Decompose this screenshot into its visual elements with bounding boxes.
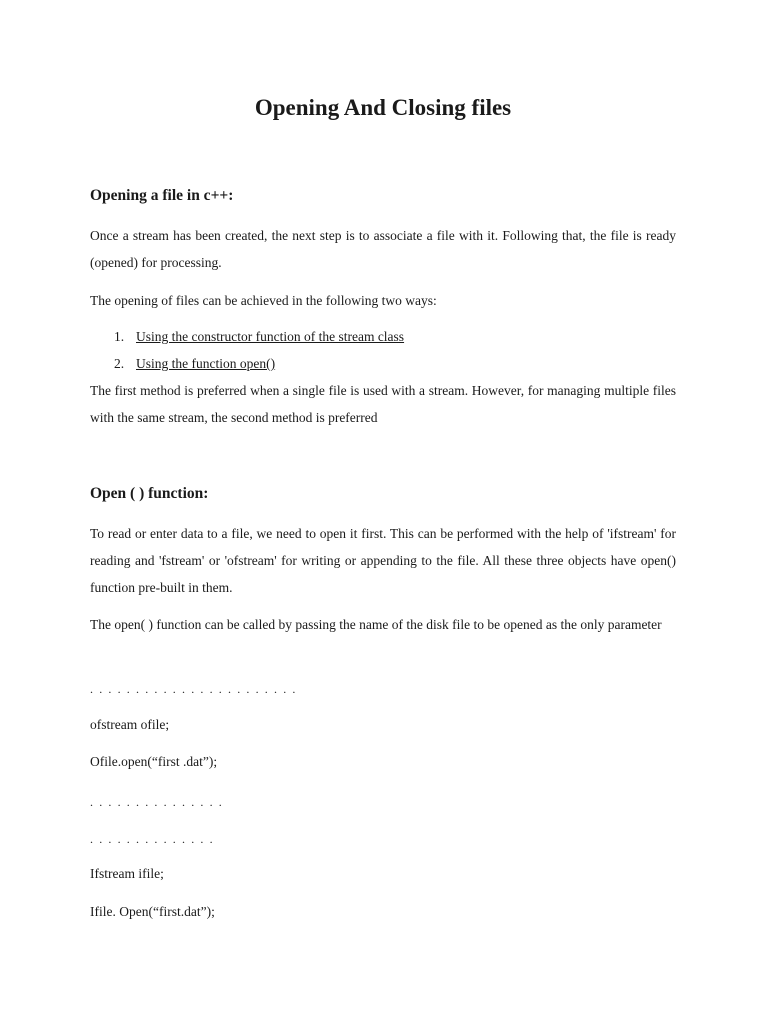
paragraph-stream-intro: Once a stream has been created, the next step is to associate a file with it. Following that, the file is ready (opened) for processing. <box>90 228 676 270</box>
code-line: Ofile.open(“first .dat”); <box>90 754 218 769</box>
list-item-text: Using the function open() <box>136 356 276 371</box>
section-heading-open-function: Open ( ) function: <box>90 485 209 502</box>
paragraph-open-call: The open( ) function can be called by passing the name of the disk file to be opened as the only parameter <box>90 617 662 632</box>
paragraph-open-intro: To read or enter data to a file, we need to open it first. This can be performed with the help of 'ifstream' for reading and 'fstream' or 'ofstream' for writing or appending to the file. All these three objects have open() function pre-built in them. <box>90 526 676 595</box>
list-item-number: 2. <box>114 356 125 371</box>
methods-list <box>90 323 676 377</box>
code-ellipsis: . . . . . . . . . . . . . . . . . . . . . . . <box>90 682 297 696</box>
section-heading-opening-file: Opening a file in c++: <box>90 187 234 204</box>
code-line: Ifile. Open(“first.dat”); <box>90 904 215 919</box>
document-title: Opening And Closing files <box>254 95 512 120</box>
code-line: Ifstream ifile; <box>90 866 164 881</box>
list-item-number: 1. <box>114 329 125 344</box>
code-ellipsis: . . . . . . . . . . . . . . . <box>90 795 224 809</box>
code-ellipsis: . . . . . . . . . . . . . . <box>90 832 215 846</box>
list-item <box>90 323 676 350</box>
paragraph-two-ways: The opening of files can be achieved in the following two ways: <box>90 293 437 308</box>
code-line: ofstream ofile; <box>90 717 170 732</box>
paragraph-method-preference: The first method is preferred when a single file is used with a stream. However, for managing multiple files with the same stream, the second method is preferred <box>90 383 676 425</box>
list-item <box>90 350 676 377</box>
list-item-text: Using the constructor function of the stream class <box>136 329 405 344</box>
